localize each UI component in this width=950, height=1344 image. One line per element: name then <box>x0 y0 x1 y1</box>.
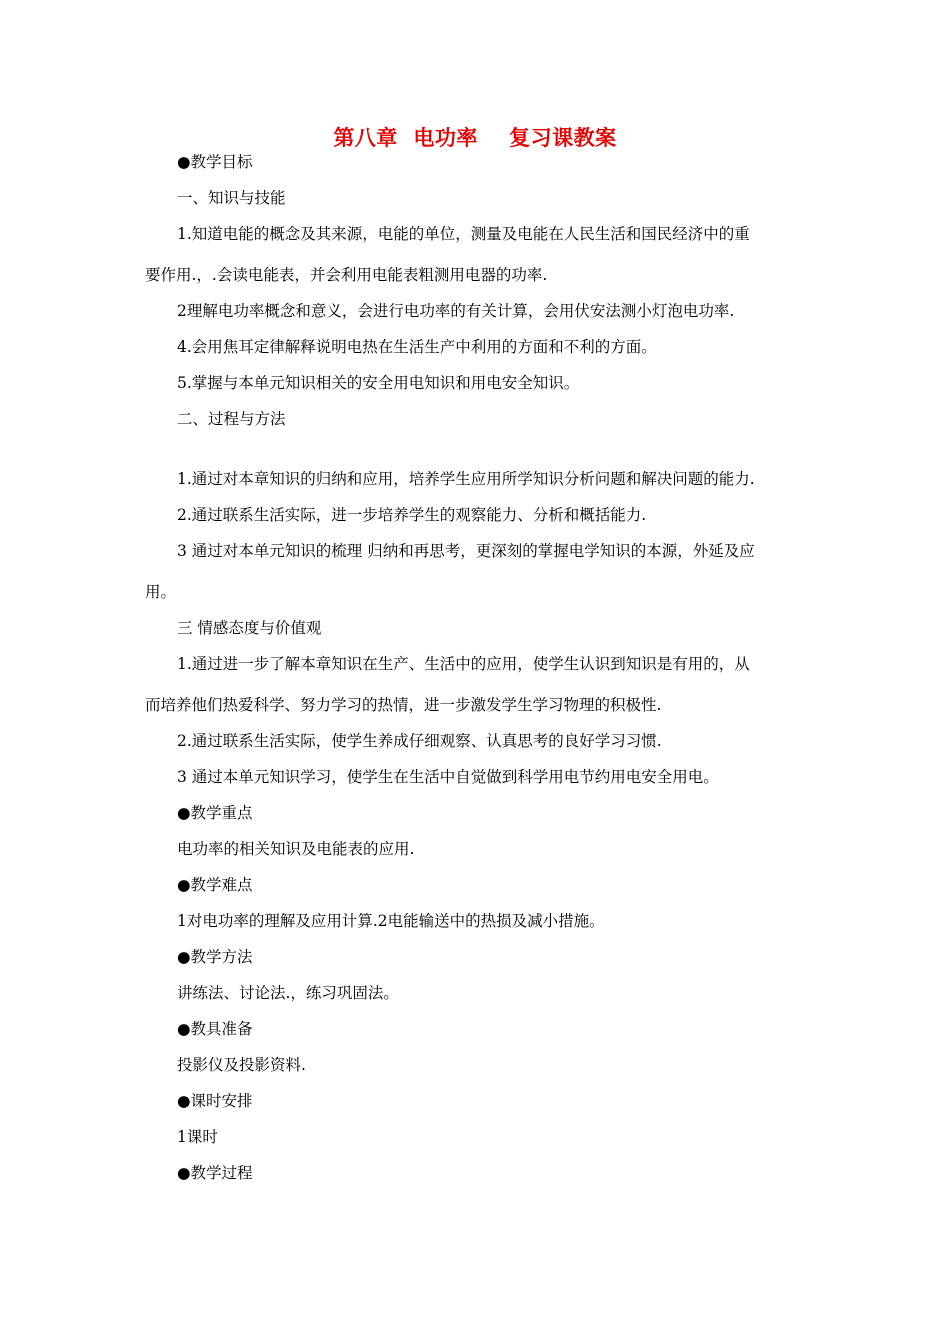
paragraph-line: 1.知道电能的概念及其来源，电能的单位，测量及电能在人民生活和国民经济中的重 <box>177 225 750 243</box>
heading-materials: ●教具准备 <box>177 1020 253 1038</box>
heading-teaching-goals: ●教学目标 <box>177 153 253 171</box>
paragraph-line: 要作用.，.会读电能表，并会利用电能表粗测用电器的功率. <box>145 266 548 284</box>
paragraph-line: 而培养他们热爱科学、努力学习的热情，进一步激发学生学习物理的积极性. <box>145 696 662 714</box>
heading-key-points: ●教学重点 <box>177 804 253 822</box>
paragraph-line: 用。 <box>145 583 177 601</box>
paragraph-line: 电功率的相关知识及电能表的应用. <box>177 840 415 858</box>
heading-difficulties: ●教学难点 <box>177 876 253 894</box>
subheading-knowledge: 一、知识与技能 <box>177 189 286 207</box>
heading-schedule: ●课时安排 <box>177 1092 253 1110</box>
paragraph-line: 1.通过对本章知识的归纳和应用，培养学生应用所学知识分析问题和解决问题的能力. <box>177 470 755 488</box>
paragraph-line: 3 通过本单元知识学习，使学生在生活中自觉做到科学用电节约用电安全用电。 <box>177 768 719 786</box>
document-title: 第八章 电功率 复习课教案 <box>333 125 617 150</box>
subheading-attitude: 三 情感态度与价值观 <box>177 619 322 637</box>
paragraph-line: 3 通过对本单元知识的梳理 归纳和再思考，更深刻的掌握电学知识的本源，外延及应 <box>177 542 755 560</box>
paragraph-line: 4.会用焦耳定律解释说明电热在生活生产中利用的方面和不利的方面。 <box>177 338 657 356</box>
paragraph-line: 1对电功率的理解及应用计算.2电能输送中的热损及减小措施。 <box>177 912 605 930</box>
paragraph-line: 1.通过进一步了解本章知识在生产、生活中的应用，使学生认识到知识是有用的，从 <box>177 655 750 673</box>
paragraph-line: 讲练法、讨论法.，练习巩固法。 <box>177 984 399 1002</box>
paragraph-line: 2.通过联系生活实际，进一步培养学生的观察能力、分析和概括能力. <box>177 506 647 524</box>
subheading-process: 二、过程与方法 <box>177 410 286 428</box>
paragraph-line: 2理解电功率概念和意义，会进行电功率的有关计算，会用伏安法测小灯泡电功率. <box>177 302 735 320</box>
heading-methods: ●教学方法 <box>177 948 253 966</box>
paragraph-line: 1课时 <box>177 1128 218 1146</box>
paragraph-line: 2.通过联系生活实际，使学生养成仔细观察、认真思考的良好学习习惯. <box>177 732 662 750</box>
paragraph-line: 投影仪及投影资料. <box>177 1056 306 1074</box>
heading-teaching-process: ●教学过程 <box>177 1164 253 1182</box>
paragraph-line: 5.掌握与本单元知识相关的安全用电知识和用电安全知识。 <box>177 374 580 392</box>
